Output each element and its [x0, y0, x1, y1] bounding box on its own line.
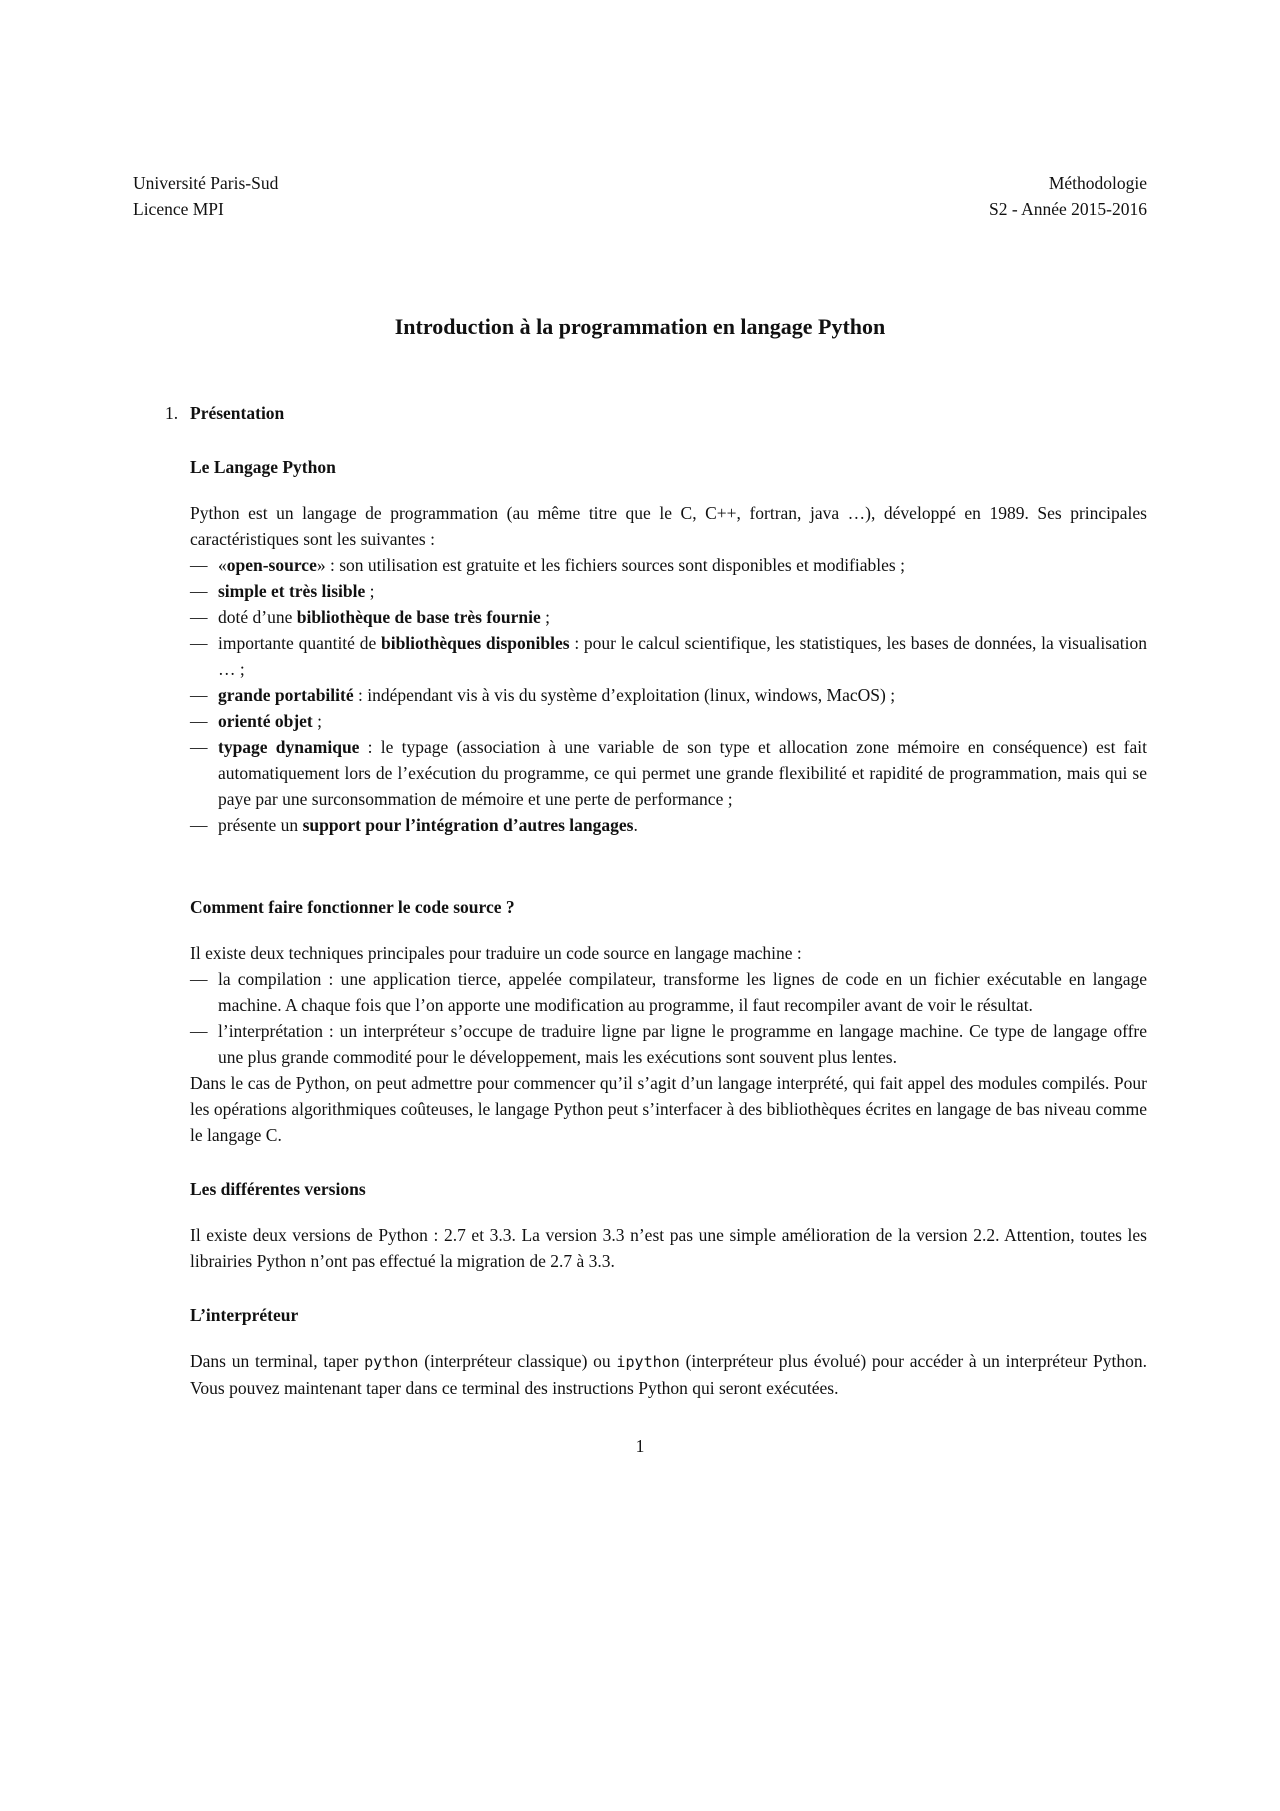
- text-run: Il existe deux versions de Python : 2.7 et 3.3. La version 3.3 n’est pas une simple amélioration de la version 2.2. Attention, toutes les librairies Python n’ont pas effectué la migration de 2.7 à 3.3.: [190, 1225, 1147, 1271]
- bold-text: simple et très lisible: [218, 581, 366, 601]
- dash-bullet: —: [190, 581, 208, 601]
- list-item-text: [218, 578, 1147, 604]
- text-run: importante quantité de: [218, 633, 381, 653]
- paragraph: [190, 500, 1147, 552]
- text-run: ;: [540, 607, 551, 627]
- text-run: : pour le calcul scientifique, les statistiques, les bases de données, la visualisation … ;: [218, 633, 1147, 679]
- list-item: [190, 682, 1147, 708]
- bold-text: bibliothèque de base très fournie: [296, 607, 541, 627]
- text-run: Python est un langage de programmation (au même titre que le C, C++, fortran, java …), développé en 1989. Ses principales caractéristiques sont les suivantes :: [190, 503, 1147, 549]
- list-item-text: [218, 734, 1147, 812]
- document-header: [133, 170, 1147, 222]
- list-item: [190, 1018, 1147, 1070]
- subsection-heading: L’interpréteur: [190, 1305, 299, 1325]
- text-run: : indépendant vis à vis du système d’exploitation (linux, windows, MacOS) ;: [353, 685, 896, 705]
- list-item-text: [218, 1018, 1147, 1070]
- bold-text: typage dynamique: [218, 737, 360, 757]
- inline-code: ipython: [616, 1353, 680, 1371]
- dash-bullet: —: [190, 711, 208, 731]
- list-item-text: [218, 682, 1147, 708]
- document-title: Introduction à la programmation en langage Python: [394, 314, 886, 339]
- text-run: Il existe deux techniques principales pour traduire un code source en langage machine :: [190, 943, 802, 963]
- subsection-heading: Comment faire fonctionner le code source ?: [190, 897, 515, 917]
- list-item: [190, 604, 1147, 630]
- list-item-text: [218, 812, 1147, 838]
- program-name: Licence MPI: [133, 199, 224, 219]
- dash-list: [190, 966, 1147, 1070]
- list-item: [190, 552, 1147, 578]
- bold-text: support pour l’intégration d’autres langages: [302, 815, 634, 835]
- page-footer: [133, 1433, 1147, 1459]
- text-run: .: [633, 815, 638, 835]
- text-run: (interpréteur plus évolué) pour accéder à un interpréteur Python. Vous pouvez maintenant taper dans ce terminal des instructions Python qui seront exécutées.: [190, 1351, 1147, 1398]
- list-item-text: [218, 604, 1147, 630]
- text-run: Dans le cas de Python, on peut admettre pour commencer qu’il s’agit d’un langage interprété, qui fait appel des modules compilés. Pour les opérations algorithmiques coûteuses, le langage Python peut s’interfacer à des bibliothèques écrites en langage de bas niveau comme le langage C.: [190, 1073, 1147, 1145]
- dash-bullet: —: [190, 633, 208, 653]
- dash-list: [190, 552, 1147, 838]
- section-heading: [165, 400, 1147, 426]
- list-item: [190, 734, 1147, 812]
- list-item: [190, 966, 1147, 1018]
- dash-bullet: —: [190, 685, 208, 705]
- text-run: (interpréteur classique) ou: [418, 1351, 617, 1371]
- institution-name: Université Paris-Sud: [133, 173, 279, 193]
- list-item: [190, 812, 1147, 838]
- text-run: présente un: [218, 815, 303, 835]
- dash-bullet: —: [190, 737, 208, 757]
- text-run: «: [218, 555, 227, 575]
- bold-text: grande portabilité: [218, 685, 354, 705]
- dash-bullet: —: [190, 815, 208, 835]
- list-item-text: [218, 552, 1147, 578]
- text-run: la compilation : une application tierce, appelée compilateur, transforme les lignes de code en un fichier exécutable en langage machine. A chaque fois que l’on apporte une modification au programme, il faut recompiler avant de voir le résultat.: [218, 969, 1147, 1015]
- list-item: [190, 578, 1147, 604]
- paragraph: [190, 940, 1147, 966]
- text-run: : le typage (association à une variable de son type et allocation zone mémoire en conséquence) est fait automatiquement lors de l’exécution du programme, ce qui permet une grande flexibilité et rapidité de programmation, mais qui se paye par une surconsommation de mémoire et une perte de performance ;: [218, 737, 1148, 809]
- paragraph: [190, 1222, 1147, 1274]
- list-item-text: [218, 708, 1147, 734]
- text-run: ;: [365, 581, 375, 601]
- text-run: l’interprétation : un interpréteur s’occupe de traduire ligne par ligne le programme en langage machine. Ce type de langage offre une plus grande commodité pour le développement, mais les exécutions sont souvent plus lentes.: [218, 1021, 1147, 1067]
- list-item: [190, 708, 1147, 734]
- text-run: doté d’une: [218, 607, 297, 627]
- dash-bullet: —: [190, 969, 208, 989]
- list-item-text: [218, 966, 1147, 1018]
- text-run: Dans un terminal, taper: [190, 1351, 365, 1371]
- paragraph: [190, 1348, 1147, 1401]
- header-right: [989, 170, 1147, 222]
- list-item-text: [218, 630, 1147, 682]
- text-run: » : son utilisation est gratuite et les fichiers sources sont disponibles et modifiables ;: [316, 555, 905, 575]
- section-title: Présentation: [190, 403, 285, 423]
- inline-code: python: [364, 1353, 419, 1371]
- subsection-heading: Les différentes versions: [190, 1179, 366, 1199]
- text-run: ;: [312, 711, 323, 731]
- section-number: 1.: [165, 403, 179, 423]
- course-name: Méthodologie: [1048, 173, 1147, 193]
- bold-text: bibliothèques disponibles: [380, 633, 570, 653]
- document-body: [133, 400, 1147, 1401]
- bold-text: orienté objet: [218, 711, 313, 731]
- bold-text: open-source: [226, 555, 317, 575]
- dash-bullet: —: [190, 1021, 208, 1041]
- page-number: 1: [635, 1436, 645, 1456]
- paragraph: [190, 1070, 1147, 1148]
- dash-bullet: —: [190, 555, 208, 575]
- header-left: [133, 170, 278, 222]
- subsection-heading: Le Langage Python: [190, 457, 336, 477]
- list-item: [190, 630, 1147, 682]
- dash-bullet: —: [190, 607, 208, 627]
- semester-year: S2 - Année 2015-2016: [989, 199, 1147, 219]
